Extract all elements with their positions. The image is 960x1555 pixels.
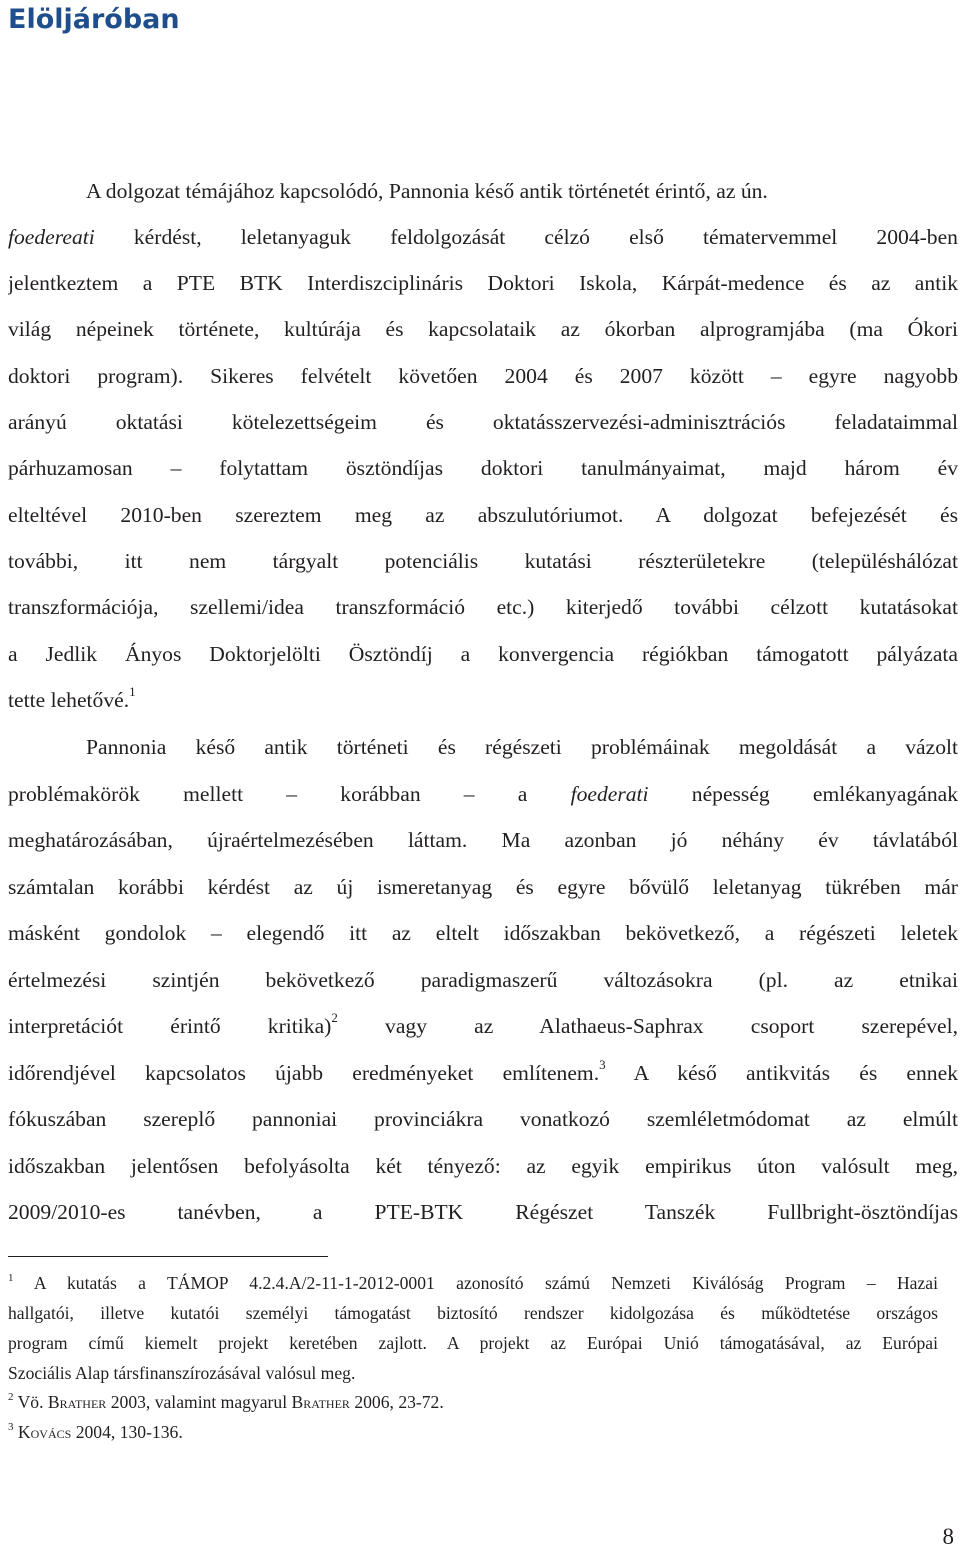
text-line: arányú oktatási kötelezettségeim és oktatásszervezési-adminisztrációs feladataimmal [8, 410, 958, 434]
text-line [8, 214, 958, 260]
text-span: időrendjével kapcsolatos újabb eredményeket említenem. [8, 1061, 600, 1085]
text-line: párhuzamosan – folytattam ösztöndíjas doktori tanulmányaimat, majd három év [8, 456, 958, 480]
text-line: világ népeinek története, kultúrája és kapcsolataik az ókorban alprogramjába (ma Ókori [8, 317, 958, 341]
text-line: a Jedlik Ányos Doktorjelölti Ösztöndíj a konvergencia régiókban támogatott pályázata [8, 642, 958, 666]
footnote-2 [8, 1387, 444, 1417]
italic-term: foedereati [8, 225, 95, 249]
text-line: elteltével 2010-ben szereztem meg az abszulutóriumot. A dolgozat befejezését és [8, 503, 958, 527]
footnote-line: hallgatói, illetve kutatói személyi támogatást biztosító rendszer kidolgozása és működtetése országos [8, 1303, 938, 1323]
text-line: értelmezési szintjén bekövetkező paradigmaszerű változásokra (pl. az etnikai [8, 968, 958, 992]
text-line: további, itt nem tárgyalt potenciális kutatási részterületekre (településhálózat [8, 549, 958, 573]
footnote-1 [8, 1268, 938, 1298]
section-heading: Elöljáróban [8, 4, 180, 35]
footnote-number: 3 [8, 1421, 14, 1433]
text-line: meghatározásában, újraértelmezésében láttam. Ma azonban jó néhány év távlatából [8, 828, 958, 852]
footnote-ref-2[interactable]: 2 [331, 1010, 338, 1025]
author-name: Brather [47, 1392, 107, 1412]
footnote-number: 2 [8, 1391, 14, 1403]
italic-term: foederati [570, 782, 649, 806]
text-span: tette lehetővé. [8, 688, 130, 712]
text-line: időszakban jelentősen befolyásolta két tényező: az egyik empirikus úton valósult meg, [8, 1154, 958, 1178]
footnote-ref-3[interactable]: 3 [599, 1057, 606, 1072]
text-span: vagy az Alathaeus-Saphrax csoport szerepével, [385, 1014, 958, 1038]
text-span: A késő antikvitás és ennek [633, 1061, 958, 1085]
text-span: interpretációt érintő kritika) [8, 1014, 332, 1038]
footnote-number: 1 [8, 1272, 14, 1284]
footnote-line: program című kiemelt projekt keretében zajlott. A projekt az Európai Unió támogatásával, az Európai [8, 1333, 938, 1353]
text-span: problémakörök mellett – korábban – a [8, 782, 528, 806]
footnote-text: Vö. [17, 1392, 44, 1412]
text-line: fókuszában szereplő pannoniai provinciákra vonatkozó szemléletmódomat az elmúlt [8, 1107, 958, 1131]
text-line [8, 771, 958, 817]
footnote-text: A kutatás a TÁMOP 4.2.4.A/2-11-1-2012-0001 azonosító számú Nemzeti Kiválóság Program – Hazai [33, 1273, 938, 1293]
text-line: doktori program). Sikeres felvételt követően 2004 és 2007 között – egyre nagyobb [8, 364, 958, 388]
footnote-separator [8, 1256, 328, 1257]
text-line [8, 677, 136, 723]
text-line: A dolgozat témájához kapcsolódó, Pannonia késő antik történetét érintő, az ún. [86, 179, 768, 203]
text-line [8, 1050, 958, 1096]
footnote-text: 2006, 23-72. [354, 1392, 444, 1412]
text-line [8, 1003, 958, 1049]
text-span: népesség emlékanyagának [691, 782, 958, 806]
footnote-ref-1[interactable]: 1 [129, 684, 136, 699]
text-span: kérdést, leletanyaguk feldolgozását célzó első tématervemmel 2004-ben [133, 225, 958, 249]
author-name: Kovács [17, 1422, 72, 1442]
page-number: 8 [942, 1524, 954, 1549]
footnote-text: 2003, valamint magyarul [110, 1392, 288, 1412]
text-line: transzformációja, szellemi/idea transzformáció etc.) kiterjedő további célzott kutatásokat [8, 595, 958, 619]
footnote-line: Szociális Alap társfinanszírozásával valósul meg. [8, 1363, 356, 1383]
text-line: másként gondolok – elegendő itt az eltelt időszakban bekövetkező, a régészeti leletek [8, 921, 958, 945]
author-name: Brather [291, 1392, 350, 1412]
text-line: számtalan korábbi kérdést az új ismeretanyag és egyre bővülő leletanyag tükrében már [8, 875, 958, 899]
footnote-text: 2004, 130-136. [75, 1422, 183, 1442]
text-line: 2009/2010-es tanévben, a PTE-BTK Régészet Tanszék Fullbright-ösztöndíjas [8, 1200, 958, 1224]
footnote-3 [8, 1417, 183, 1447]
text-line: Pannonia késő antik történeti és régészeti problémáinak megoldását a vázolt [86, 735, 958, 759]
text-line: jelentkeztem a PTE BTK Interdiszciplináris Doktori Iskola, Kárpát-medence és az antik [8, 271, 958, 295]
